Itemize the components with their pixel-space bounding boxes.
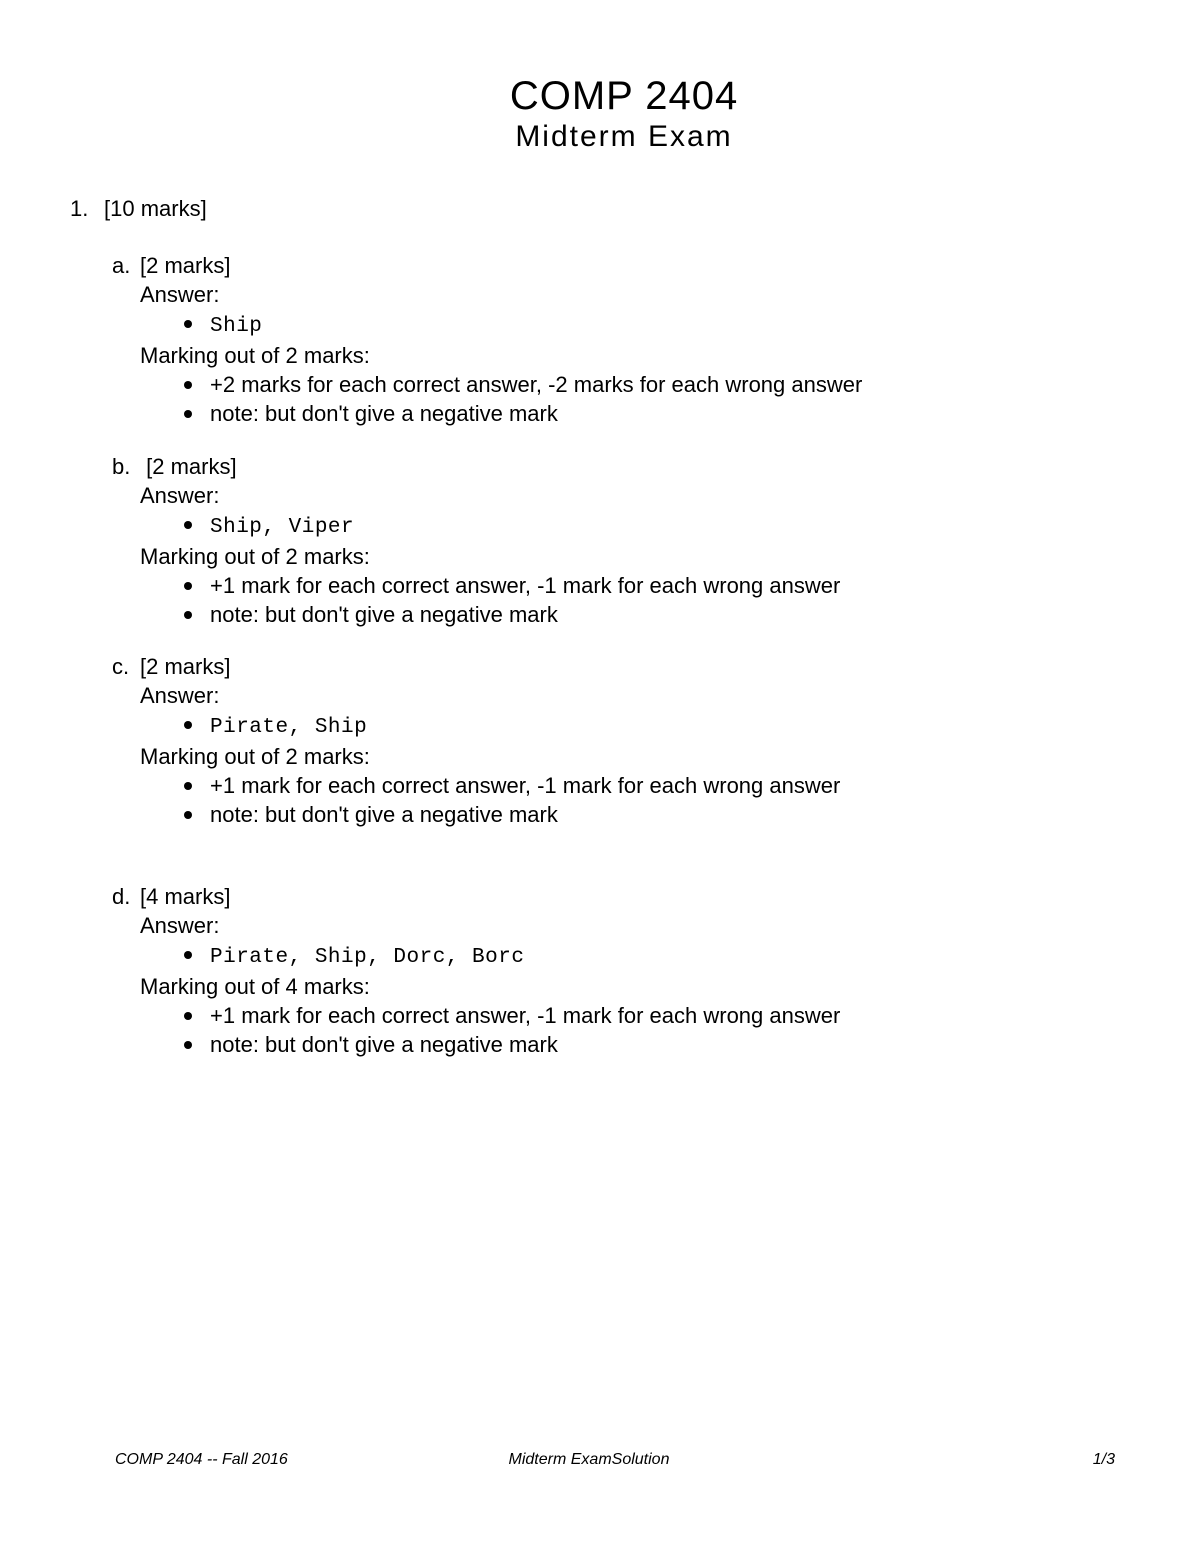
answer-code: Pirate, Ship, Dorc, Borc — [210, 946, 525, 969]
marking-note: note: but don't give a negative mark — [210, 401, 558, 426]
list-item — [184, 399, 862, 428]
answer-code: Ship — [210, 315, 263, 338]
marking-list — [140, 1001, 840, 1059]
list-item — [184, 1030, 840, 1059]
bullet-icon — [184, 582, 192, 590]
marking-label: Marking out of 4 marks: — [140, 974, 370, 999]
list-item — [184, 600, 840, 629]
marking-label: Marking out of 2 marks: — [140, 744, 370, 769]
part-marks: [2 marks] — [140, 253, 231, 278]
list-item — [184, 940, 840, 972]
marking-list — [140, 571, 840, 629]
answer-label: Answer: — [140, 913, 220, 938]
bullet-icon — [184, 1012, 192, 1020]
list-item — [184, 370, 862, 399]
question-part-d — [112, 882, 840, 1059]
list-item — [184, 800, 840, 829]
marking-rule: +1 mark for each correct answer, -1 mark for each wrong answer — [210, 1003, 841, 1028]
answer-list — [140, 309, 862, 341]
bullet-icon — [184, 521, 192, 529]
bullet-icon — [184, 320, 192, 328]
part-marks: [2 marks] — [140, 454, 237, 479]
document-subtitle: Midterm Exam — [515, 120, 733, 153]
marking-label: Marking out of 2 marks: — [140, 343, 370, 368]
part-marks: [4 marks] — [140, 884, 231, 909]
part-heading — [112, 652, 840, 681]
marking-note: note: but don't give a negative mark — [210, 802, 558, 827]
list-item — [184, 771, 840, 800]
bullet-icon — [184, 381, 192, 389]
marking-list — [140, 370, 862, 428]
answer-label: Answer: — [140, 282, 220, 307]
question-part-a — [112, 251, 862, 428]
bullet-icon — [184, 410, 192, 418]
list-item — [184, 571, 840, 600]
footer-document-name: Midterm ExamSolution — [508, 1451, 670, 1468]
bullet-icon — [184, 951, 192, 959]
answer-code: Pirate, Ship — [210, 716, 368, 739]
marking-rule: +1 mark for each correct answer, -1 mark for each wrong answer — [210, 773, 841, 798]
question-marks: [10 marks] — [104, 196, 207, 221]
question-heading — [70, 195, 207, 223]
part-marks: [2 marks] — [140, 654, 231, 679]
marking-rule: +2 marks for each correct answer, -2 marks for each wrong answer — [210, 372, 863, 397]
bullet-icon — [184, 782, 192, 790]
answer-list — [140, 510, 840, 542]
bullet-icon — [184, 721, 192, 729]
part-label: a. — [112, 253, 131, 278]
list-item — [184, 710, 840, 742]
bullet-icon — [184, 1041, 192, 1049]
footer-page-number: 1/3 — [1092, 1451, 1115, 1468]
list-item — [184, 510, 840, 542]
part-heading — [112, 251, 862, 280]
answer-label: Answer: — [140, 683, 220, 708]
question-part-c — [112, 652, 840, 829]
answer-list — [140, 710, 840, 742]
question-part-b — [112, 452, 840, 629]
question-number: 1. — [70, 196, 89, 221]
answer-list — [140, 940, 840, 972]
part-heading — [112, 452, 840, 481]
marking-rule: +1 mark for each correct answer, -1 mark for each wrong answer — [210, 573, 841, 598]
part-label: b. — [112, 454, 131, 479]
marking-note: note: but don't give a negative mark — [210, 602, 558, 627]
answer-code: Ship, Viper — [210, 516, 355, 539]
list-item — [184, 1001, 840, 1030]
list-item — [184, 309, 862, 341]
part-label: c. — [112, 654, 130, 679]
marking-note: note: but don't give a negative mark — [210, 1032, 558, 1057]
marking-label: Marking out of 2 marks: — [140, 544, 370, 569]
document-title: COMP 2404 — [509, 74, 739, 118]
part-label: d. — [112, 884, 131, 909]
answer-label: Answer: — [140, 483, 220, 508]
marking-list — [140, 771, 840, 829]
part-heading — [112, 882, 840, 911]
bullet-icon — [184, 811, 192, 819]
footer-course: COMP 2404 -- Fall 2016 — [115, 1451, 288, 1468]
bullet-icon — [184, 611, 192, 619]
